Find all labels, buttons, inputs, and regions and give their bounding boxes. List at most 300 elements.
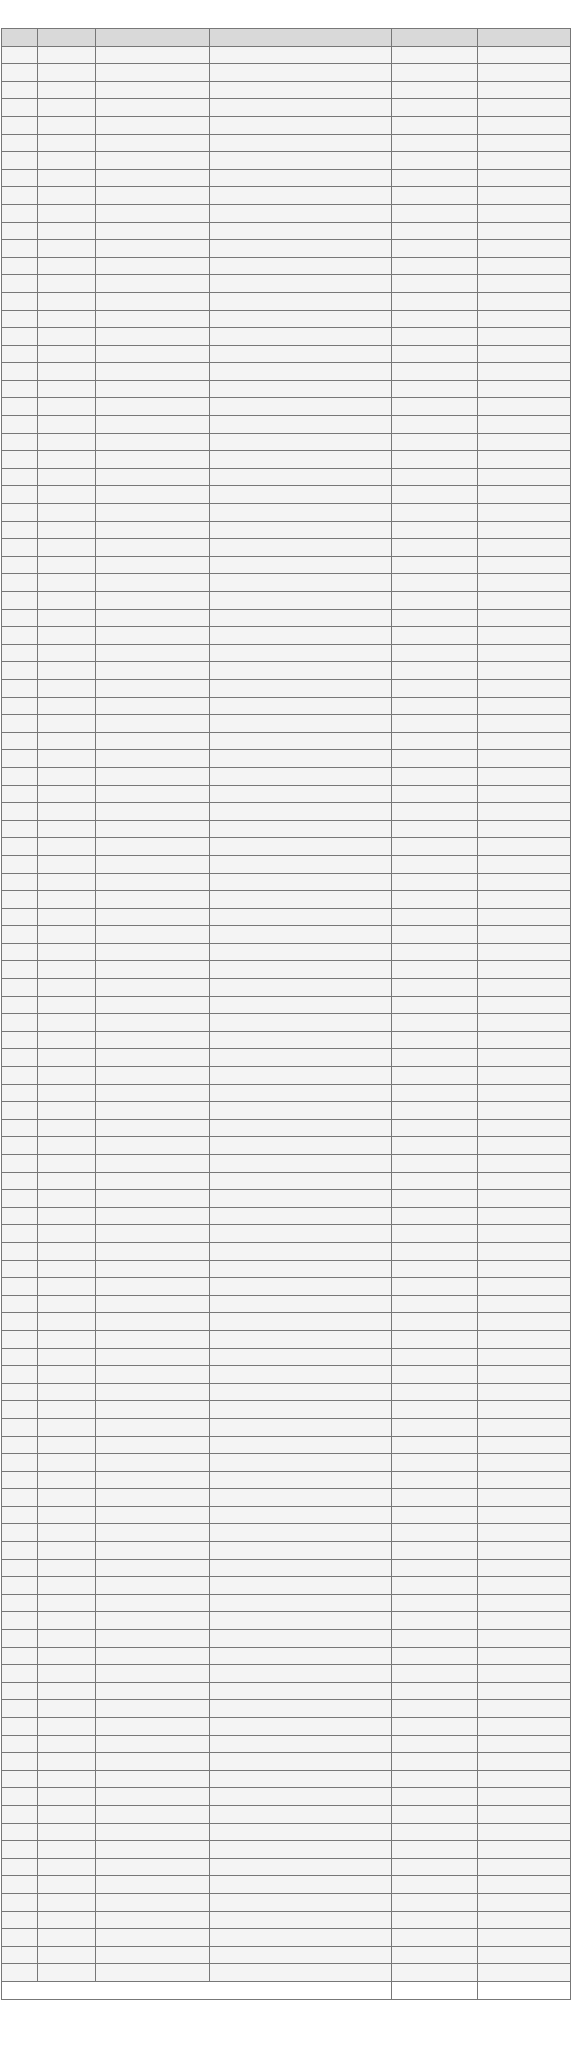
row-amount xyxy=(392,961,478,979)
row-name xyxy=(38,486,96,504)
row-index xyxy=(2,1084,38,1102)
row-index xyxy=(2,1594,38,1612)
row-amount xyxy=(392,257,478,275)
row-index xyxy=(2,1102,38,1120)
row-address xyxy=(210,1383,392,1401)
row-address xyxy=(210,785,392,803)
row-note xyxy=(478,662,571,680)
row-address xyxy=(210,328,392,346)
row-diagnosis xyxy=(96,1278,210,1296)
row-name xyxy=(38,99,96,117)
table-row xyxy=(2,1225,571,1243)
row-name xyxy=(38,345,96,363)
table-row xyxy=(2,486,571,504)
row-note xyxy=(478,468,571,486)
table-row xyxy=(2,1366,571,1384)
row-name xyxy=(38,592,96,610)
row-name xyxy=(38,891,96,909)
row-name xyxy=(38,1753,96,1771)
row-index xyxy=(2,1436,38,1454)
row-note xyxy=(478,204,571,222)
row-index xyxy=(2,1911,38,1929)
row-diagnosis xyxy=(96,1401,210,1419)
table-row xyxy=(2,521,571,539)
row-name xyxy=(38,64,96,82)
row-name xyxy=(38,1682,96,1700)
row-address xyxy=(210,627,392,645)
row-diagnosis xyxy=(96,1225,210,1243)
row-index xyxy=(2,855,38,873)
row-index xyxy=(2,1067,38,1085)
row-address xyxy=(210,275,392,293)
row-address xyxy=(210,996,392,1014)
table-row xyxy=(2,380,571,398)
row-index xyxy=(2,328,38,346)
row-note xyxy=(478,99,571,117)
row-index xyxy=(2,996,38,1014)
header-note xyxy=(478,29,571,47)
row-amount xyxy=(392,433,478,451)
row-diagnosis xyxy=(96,1805,210,1823)
row-amount xyxy=(392,292,478,310)
row-diagnosis xyxy=(96,1471,210,1489)
row-index xyxy=(2,1260,38,1278)
row-address xyxy=(210,908,392,926)
row-note xyxy=(478,1418,571,1436)
row-index xyxy=(2,1295,38,1313)
row-index xyxy=(2,926,38,944)
row-diagnosis xyxy=(96,1858,210,1876)
row-address xyxy=(210,1823,392,1841)
table-row xyxy=(2,116,571,134)
row-diagnosis xyxy=(96,1577,210,1595)
row-index xyxy=(2,1155,38,1173)
table-row xyxy=(2,1330,571,1348)
row-diagnosis xyxy=(96,961,210,979)
row-diagnosis xyxy=(96,1084,210,1102)
row-diagnosis xyxy=(96,1260,210,1278)
row-name xyxy=(38,838,96,856)
table-row xyxy=(2,1014,571,1032)
row-note xyxy=(478,1260,571,1278)
row-note xyxy=(478,134,571,152)
row-address xyxy=(210,574,392,592)
row-index xyxy=(2,1190,38,1208)
row-address xyxy=(210,398,392,416)
row-name xyxy=(38,328,96,346)
row-note xyxy=(478,1718,571,1736)
row-index xyxy=(2,767,38,785)
row-amount xyxy=(392,1330,478,1348)
row-amount xyxy=(392,785,478,803)
row-diagnosis xyxy=(96,785,210,803)
table-row xyxy=(2,1102,571,1120)
row-address xyxy=(210,433,392,451)
row-index xyxy=(2,1401,38,1419)
row-index xyxy=(2,943,38,961)
row-amount xyxy=(392,1911,478,1929)
row-name xyxy=(38,1524,96,1542)
row-index xyxy=(2,134,38,152)
row-name xyxy=(38,979,96,997)
table-row xyxy=(2,152,571,170)
row-note xyxy=(478,1559,571,1577)
table-row xyxy=(2,134,571,152)
row-address xyxy=(210,1242,392,1260)
table-row xyxy=(2,1084,571,1102)
row-name xyxy=(38,750,96,768)
row-index xyxy=(2,1964,38,1982)
row-note xyxy=(478,1084,571,1102)
row-amount xyxy=(392,1225,478,1243)
row-address xyxy=(210,1700,392,1718)
row-address xyxy=(210,46,392,64)
row-address xyxy=(210,1946,392,1964)
table-row xyxy=(2,1242,571,1260)
row-diagnosis xyxy=(96,380,210,398)
row-diagnosis xyxy=(96,1489,210,1507)
row-note xyxy=(478,1665,571,1683)
row-note xyxy=(478,609,571,627)
row-amount xyxy=(392,820,478,838)
row-note xyxy=(478,1348,571,1366)
row-diagnosis xyxy=(96,81,210,99)
table-row xyxy=(2,46,571,64)
row-diagnosis xyxy=(96,1436,210,1454)
row-note xyxy=(478,398,571,416)
row-note xyxy=(478,1630,571,1648)
row-address xyxy=(210,1735,392,1753)
row-address xyxy=(210,943,392,961)
row-address xyxy=(210,1278,392,1296)
row-address xyxy=(210,1313,392,1331)
row-note xyxy=(478,521,571,539)
table-row xyxy=(2,926,571,944)
row-diagnosis xyxy=(96,1524,210,1542)
table-row xyxy=(2,855,571,873)
row-note xyxy=(478,416,571,434)
row-name xyxy=(38,1770,96,1788)
row-address xyxy=(210,767,392,785)
row-address xyxy=(210,1014,392,1032)
row-note xyxy=(478,1313,571,1331)
row-diagnosis xyxy=(96,345,210,363)
row-name xyxy=(38,504,96,522)
row-name xyxy=(38,1805,96,1823)
header-name xyxy=(38,29,96,47)
row-index xyxy=(2,539,38,557)
row-note xyxy=(478,64,571,82)
row-note xyxy=(478,1700,571,1718)
row-index xyxy=(2,468,38,486)
row-note xyxy=(478,222,571,240)
row-index xyxy=(2,1788,38,1806)
header-address xyxy=(210,29,392,47)
row-address xyxy=(210,1770,392,1788)
row-index xyxy=(2,1524,38,1542)
row-index xyxy=(2,961,38,979)
row-diagnosis xyxy=(96,1964,210,1982)
row-index xyxy=(2,1137,38,1155)
row-address xyxy=(210,380,392,398)
row-diagnosis xyxy=(96,1366,210,1384)
row-note xyxy=(478,1770,571,1788)
row-note xyxy=(478,767,571,785)
row-amount xyxy=(392,1788,478,1806)
table-row xyxy=(2,292,571,310)
row-name xyxy=(38,1647,96,1665)
row-name xyxy=(38,1190,96,1208)
row-address xyxy=(210,363,392,381)
row-index xyxy=(2,222,38,240)
row-diagnosis xyxy=(96,204,210,222)
row-amount xyxy=(392,275,478,293)
row-address xyxy=(210,1929,392,1947)
row-index xyxy=(2,398,38,416)
row-diagnosis xyxy=(96,1137,210,1155)
row-note xyxy=(478,961,571,979)
table-row xyxy=(2,1630,571,1648)
row-amount xyxy=(392,1805,478,1823)
row-name xyxy=(38,627,96,645)
row-note xyxy=(478,1102,571,1120)
row-address xyxy=(210,1102,392,1120)
row-index xyxy=(2,169,38,187)
row-amount xyxy=(392,1348,478,1366)
table-row xyxy=(2,1471,571,1489)
row-index xyxy=(2,310,38,328)
row-amount xyxy=(392,169,478,187)
table-row xyxy=(2,1295,571,1313)
table-row xyxy=(2,1946,571,1964)
row-name xyxy=(38,1383,96,1401)
row-diagnosis xyxy=(96,1330,210,1348)
row-index xyxy=(2,1242,38,1260)
row-name xyxy=(38,451,96,469)
row-amount xyxy=(392,767,478,785)
row-address xyxy=(210,1665,392,1683)
row-index xyxy=(2,1330,38,1348)
row-address xyxy=(210,1647,392,1665)
row-amount xyxy=(392,539,478,557)
row-address xyxy=(210,697,392,715)
table-row xyxy=(2,1577,571,1595)
row-amount xyxy=(392,468,478,486)
row-name xyxy=(38,1876,96,1894)
row-index xyxy=(2,1770,38,1788)
row-index xyxy=(2,1577,38,1595)
row-name xyxy=(38,169,96,187)
row-diagnosis xyxy=(96,926,210,944)
row-note xyxy=(478,1401,571,1419)
row-diagnosis xyxy=(96,1383,210,1401)
row-address xyxy=(210,1119,392,1137)
row-note xyxy=(478,1330,571,1348)
row-index xyxy=(2,891,38,909)
row-amount xyxy=(392,240,478,258)
row-name xyxy=(38,732,96,750)
row-address xyxy=(210,1084,392,1102)
row-name xyxy=(38,1119,96,1137)
row-index xyxy=(2,1366,38,1384)
row-address xyxy=(210,1401,392,1419)
row-index xyxy=(2,1700,38,1718)
row-index xyxy=(2,732,38,750)
row-diagnosis xyxy=(96,891,210,909)
row-amount xyxy=(392,1542,478,1560)
row-name xyxy=(38,1964,96,1982)
row-address xyxy=(210,222,392,240)
row-note xyxy=(478,644,571,662)
row-index xyxy=(2,451,38,469)
table-row xyxy=(2,1735,571,1753)
row-note xyxy=(478,257,571,275)
row-address xyxy=(210,521,392,539)
row-name xyxy=(38,1348,96,1366)
table-row xyxy=(2,169,571,187)
row-index xyxy=(2,116,38,134)
row-amount xyxy=(392,152,478,170)
row-index xyxy=(2,1718,38,1736)
row-diagnosis xyxy=(96,1014,210,1032)
table-row xyxy=(2,1049,571,1067)
row-address xyxy=(210,1471,392,1489)
table-row xyxy=(2,662,571,680)
row-note xyxy=(478,1929,571,1947)
table-row xyxy=(2,838,571,856)
row-amount xyxy=(392,556,478,574)
table-row xyxy=(2,609,571,627)
row-diagnosis xyxy=(96,275,210,293)
row-index xyxy=(2,1612,38,1630)
row-amount xyxy=(392,1682,478,1700)
table-row xyxy=(2,1612,571,1630)
row-index xyxy=(2,1278,38,1296)
row-name xyxy=(38,715,96,733)
row-name xyxy=(38,1559,96,1577)
header-index xyxy=(2,29,38,47)
row-name xyxy=(38,1893,96,1911)
row-note xyxy=(478,240,571,258)
row-address xyxy=(210,732,392,750)
row-diagnosis xyxy=(96,257,210,275)
row-name xyxy=(38,908,96,926)
row-diagnosis xyxy=(96,1929,210,1947)
table-row xyxy=(2,679,571,697)
table-row xyxy=(2,1401,571,1419)
footer-total xyxy=(392,1981,478,1999)
row-amount xyxy=(392,1418,478,1436)
row-index xyxy=(2,1876,38,1894)
row-note xyxy=(478,1647,571,1665)
row-name xyxy=(38,1067,96,1085)
row-amount xyxy=(392,1700,478,1718)
row-index xyxy=(2,521,38,539)
row-name xyxy=(38,1718,96,1736)
row-index xyxy=(2,1207,38,1225)
row-address xyxy=(210,1436,392,1454)
row-amount xyxy=(392,1964,478,1982)
row-name xyxy=(38,1858,96,1876)
row-note xyxy=(478,433,571,451)
row-note xyxy=(478,908,571,926)
row-note xyxy=(478,697,571,715)
row-name xyxy=(38,943,96,961)
row-note xyxy=(478,1612,571,1630)
row-amount xyxy=(392,679,478,697)
row-amount xyxy=(392,81,478,99)
row-diagnosis xyxy=(96,1242,210,1260)
header-row xyxy=(2,29,571,47)
table-row xyxy=(2,750,571,768)
row-amount xyxy=(392,1242,478,1260)
row-address xyxy=(210,1348,392,1366)
row-name xyxy=(38,1278,96,1296)
table-row xyxy=(2,1594,571,1612)
row-amount xyxy=(392,1190,478,1208)
table-row xyxy=(2,81,571,99)
row-note xyxy=(478,1911,571,1929)
row-note xyxy=(478,1577,571,1595)
row-note xyxy=(478,1155,571,1173)
row-name xyxy=(38,539,96,557)
row-note xyxy=(478,1489,571,1507)
row-name xyxy=(38,187,96,205)
row-note xyxy=(478,1524,571,1542)
table-row xyxy=(2,732,571,750)
row-address xyxy=(210,468,392,486)
row-name xyxy=(38,1401,96,1419)
row-note xyxy=(478,187,571,205)
row-name xyxy=(38,1489,96,1507)
table-row xyxy=(2,1067,571,1085)
row-index xyxy=(2,785,38,803)
row-amount xyxy=(392,715,478,733)
row-name xyxy=(38,873,96,891)
row-address xyxy=(210,1594,392,1612)
table-row xyxy=(2,539,571,557)
row-name xyxy=(38,1471,96,1489)
row-diagnosis xyxy=(96,996,210,1014)
row-index xyxy=(2,380,38,398)
row-address xyxy=(210,1841,392,1859)
header-amount xyxy=(392,29,478,47)
row-name xyxy=(38,1841,96,1859)
row-diagnosis xyxy=(96,1313,210,1331)
row-amount xyxy=(392,345,478,363)
row-index xyxy=(2,1049,38,1067)
table-row xyxy=(2,1454,571,1472)
page-title xyxy=(0,0,571,28)
table-row xyxy=(2,1700,571,1718)
table-row xyxy=(2,433,571,451)
row-address xyxy=(210,1718,392,1736)
row-note xyxy=(478,750,571,768)
row-amount xyxy=(392,504,478,522)
row-note xyxy=(478,979,571,997)
row-diagnosis xyxy=(96,1207,210,1225)
row-index xyxy=(2,1225,38,1243)
row-note xyxy=(478,1436,571,1454)
recipient-table xyxy=(1,28,571,2000)
row-amount xyxy=(392,451,478,469)
row-note xyxy=(478,1067,571,1085)
table-row xyxy=(2,1665,571,1683)
row-index xyxy=(2,820,38,838)
row-amount xyxy=(392,380,478,398)
row-name xyxy=(38,468,96,486)
row-diagnosis xyxy=(96,1348,210,1366)
